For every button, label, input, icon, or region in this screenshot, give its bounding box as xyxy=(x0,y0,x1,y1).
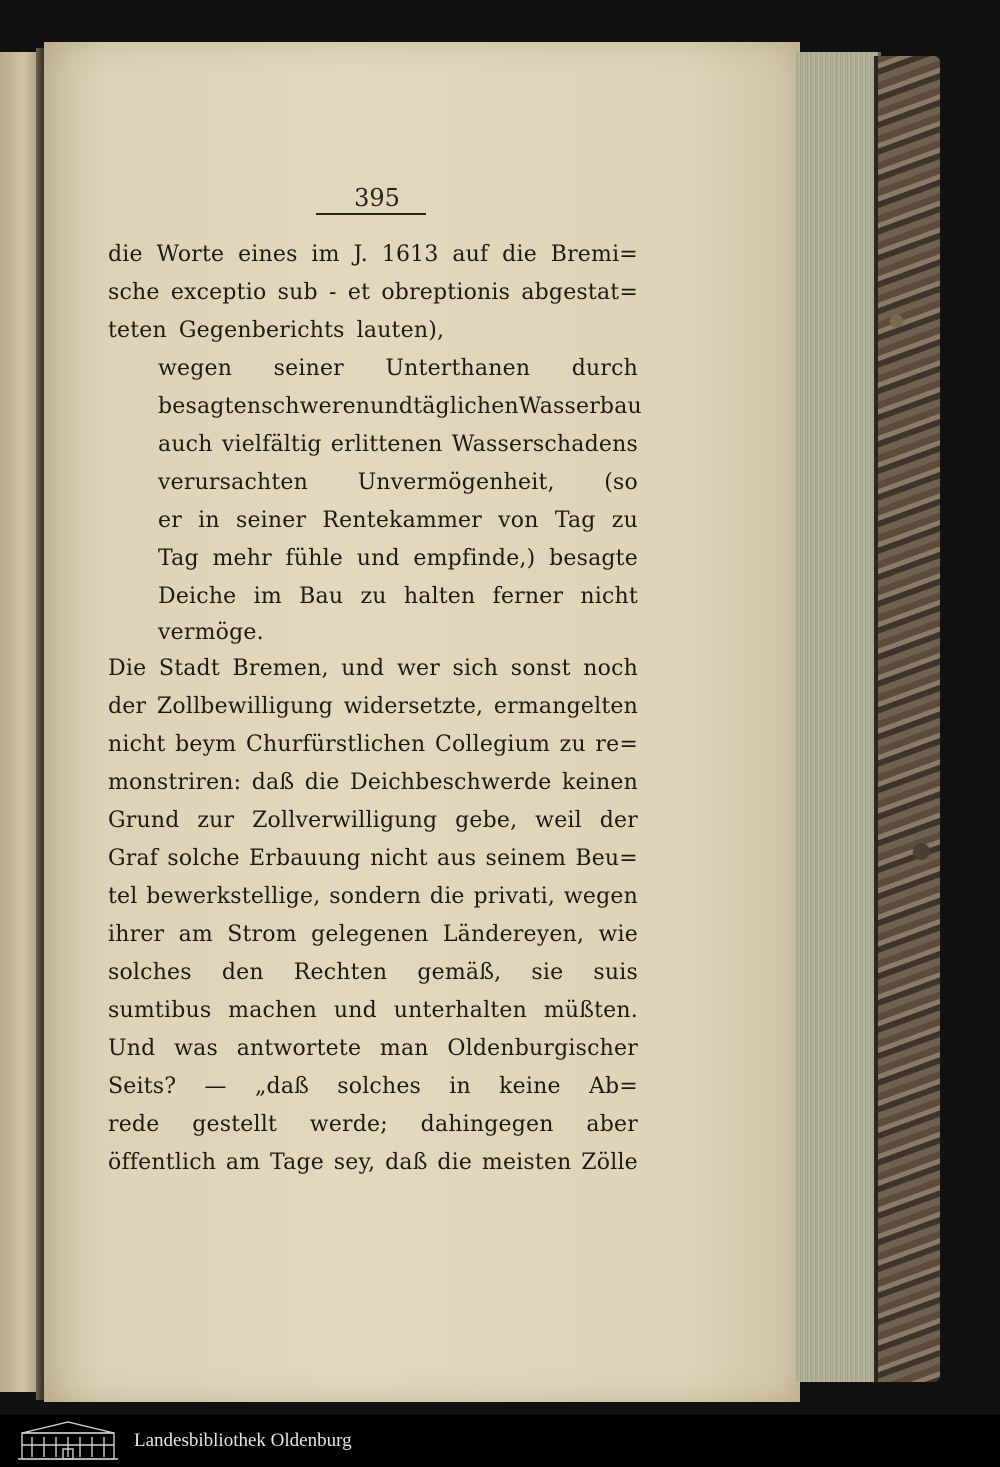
text-word: Zollverwilligung xyxy=(252,808,438,833)
text-word: vermöge. xyxy=(158,620,264,645)
text-word: öffentlich xyxy=(108,1150,217,1175)
text-word: wie xyxy=(598,922,638,947)
text-word: Rentekammer xyxy=(322,508,482,533)
text-line xyxy=(108,1112,638,1148)
text-word: sondern xyxy=(329,884,422,909)
text-line xyxy=(158,584,638,620)
text-word: weil xyxy=(535,808,582,833)
text-line xyxy=(158,470,638,506)
text-word: und xyxy=(333,998,377,1023)
text-word: Wasserschadens xyxy=(451,432,638,457)
text-word: (so xyxy=(604,470,638,495)
text-word: ihrer xyxy=(108,922,165,947)
text-word: schweren xyxy=(261,394,371,419)
text-word: dahingegen xyxy=(420,1112,554,1137)
text-word: und xyxy=(341,656,385,681)
text-word: gebe, xyxy=(455,808,518,833)
text-word: Bremen, xyxy=(232,656,329,681)
text-word: antwortete xyxy=(236,1036,362,1061)
text-word: Die xyxy=(108,656,147,681)
text-word: zu xyxy=(559,732,586,757)
text-word: sonst xyxy=(510,656,571,681)
text-word: vielfältig xyxy=(221,432,322,457)
text-word: suis xyxy=(593,960,638,985)
text-word: lauten), xyxy=(356,318,445,343)
text-word: mehr xyxy=(212,546,272,571)
text-line xyxy=(158,620,638,656)
text-word: eines xyxy=(238,242,298,267)
text-word: abgestat= xyxy=(521,280,638,305)
text-word: - xyxy=(329,280,337,305)
text-word: privati, xyxy=(473,884,556,909)
text-line xyxy=(108,1036,638,1072)
book-cover xyxy=(874,56,940,1382)
text-word: Oldenburgischer xyxy=(447,1036,638,1061)
text-word: am xyxy=(225,1150,261,1175)
text-word: täglichen xyxy=(413,394,519,419)
text-word: sie xyxy=(531,960,564,985)
text-word: Graf xyxy=(108,846,159,871)
text-line xyxy=(108,318,638,354)
text-word: seiner xyxy=(235,508,307,533)
text-word: Erbauung xyxy=(248,846,361,871)
text-word: meisten xyxy=(481,1150,572,1175)
text-line xyxy=(158,356,638,392)
text-word: Tag xyxy=(158,546,199,571)
text-word: gemäß, xyxy=(417,960,502,985)
text-word: Grund xyxy=(108,808,180,833)
text-word: et xyxy=(347,280,371,305)
text-word: solche xyxy=(167,846,240,871)
text-word: ferner xyxy=(492,584,564,609)
text-word: Rechten xyxy=(293,960,388,985)
text-word: monstriren: xyxy=(108,770,242,795)
page-number-rule xyxy=(316,213,426,215)
text-word: erlittenen xyxy=(330,432,443,457)
text-line xyxy=(158,394,642,430)
text-word: solches xyxy=(337,1074,422,1099)
text-word: sich xyxy=(452,656,499,681)
text-word: sub xyxy=(277,280,318,305)
text-word: am xyxy=(178,922,213,947)
text-word: keine xyxy=(499,1074,561,1099)
text-word: Seits? xyxy=(108,1074,177,1099)
page-edges xyxy=(796,52,881,1382)
text-word: Beu= xyxy=(575,846,638,871)
text-word: nicht xyxy=(370,846,428,871)
text-word: man xyxy=(379,1036,429,1061)
text-line xyxy=(158,508,638,544)
text-word: besagte xyxy=(549,546,638,571)
text-word: auch xyxy=(158,432,213,457)
text-word: die xyxy=(108,242,143,267)
text-word: von xyxy=(498,508,539,533)
text-word: aber xyxy=(586,1112,638,1137)
text-word: J. xyxy=(353,242,368,267)
text-word: auf xyxy=(452,242,489,267)
text-word: Tage xyxy=(270,1150,325,1175)
text-word: Strom xyxy=(227,922,297,947)
text-word: Zölle xyxy=(581,1150,638,1175)
text-word: sumtibus xyxy=(108,998,212,1023)
text-word: daß xyxy=(385,1150,428,1175)
text-word: bewerkstellige, xyxy=(146,884,321,909)
text-word: exceptio xyxy=(170,280,267,305)
text-word: solches xyxy=(108,960,192,985)
page-number: 395 xyxy=(354,184,400,212)
text-word: die xyxy=(304,770,340,795)
text-word: im xyxy=(311,242,340,267)
text-word: beym xyxy=(175,732,237,757)
text-word: seinem xyxy=(485,846,567,871)
text-word: verursachten xyxy=(158,470,308,495)
text-word: wer xyxy=(396,656,440,681)
text-word: Bremi= xyxy=(550,242,638,267)
text-line xyxy=(108,1074,638,1110)
text-word: durch xyxy=(571,356,638,381)
text-line xyxy=(108,280,638,316)
text-line xyxy=(108,242,638,278)
text-word: Ab= xyxy=(588,1074,638,1099)
text-word: re= xyxy=(595,732,638,757)
text-word: seiner xyxy=(273,356,344,381)
text-word: in xyxy=(449,1074,471,1099)
text-word: und xyxy=(370,394,414,419)
text-word: Collegium xyxy=(434,732,551,757)
text-word: keinen xyxy=(562,770,638,795)
text-word: zur xyxy=(197,808,235,833)
text-word: besagten xyxy=(158,394,262,419)
text-word: tel xyxy=(108,884,138,909)
text-word: die xyxy=(437,1150,473,1175)
text-word: „daß xyxy=(254,1074,310,1099)
text-line xyxy=(108,884,638,920)
text-word: er xyxy=(158,508,182,533)
text-word: — xyxy=(204,1074,227,1099)
text-word: noch xyxy=(583,656,638,681)
text-word: unterhalten xyxy=(393,998,527,1023)
text-word: widersetzte, xyxy=(343,694,484,719)
text-line xyxy=(108,846,638,882)
text-word: Stadt xyxy=(158,656,220,681)
text-word: aus xyxy=(437,846,477,871)
text-word: machen xyxy=(228,998,318,1023)
text-word: ermangelten xyxy=(493,694,638,719)
text-word: Worte xyxy=(156,242,225,267)
text-line xyxy=(158,432,638,468)
library-building-icon xyxy=(14,1419,122,1463)
text-word: die xyxy=(502,242,537,267)
text-line xyxy=(108,808,638,844)
text-word: Unterthanen xyxy=(385,356,531,381)
text-word: 1613 xyxy=(381,242,439,267)
text-word: Deiche xyxy=(158,584,237,609)
text-word: fühle xyxy=(285,546,344,571)
text-line xyxy=(108,998,638,1034)
text-word: Deichbeschwerde xyxy=(349,770,552,795)
text-word: Bau xyxy=(299,584,344,609)
previous-page-edge xyxy=(0,52,40,1392)
text-word: wegen xyxy=(158,356,233,381)
text-line xyxy=(108,922,638,958)
text-word: Unvermögenheit, xyxy=(357,470,555,495)
text-word: Tag xyxy=(554,508,596,533)
text-word: müßten. xyxy=(543,998,638,1023)
text-word: gestellt xyxy=(192,1112,278,1137)
text-word: obreptionis xyxy=(381,280,511,305)
text-line xyxy=(108,656,638,692)
text-word: Gegenberichts xyxy=(178,318,345,343)
text-word: empfinde,) xyxy=(413,546,536,571)
text-word: den xyxy=(221,960,264,985)
text-line xyxy=(108,960,638,996)
text-word: Und xyxy=(108,1036,156,1061)
text-word: daß xyxy=(251,770,295,795)
text-word: gelegenen xyxy=(311,922,429,947)
text-line xyxy=(108,732,638,768)
text-word: die xyxy=(429,884,465,909)
text-word: der xyxy=(599,808,638,833)
text-word: rede xyxy=(108,1112,160,1137)
text-word: was xyxy=(174,1036,218,1061)
text-word: Wasserbau xyxy=(518,394,642,419)
text-word: der xyxy=(108,694,147,719)
text-line xyxy=(108,694,638,730)
footer-bar xyxy=(0,1415,1000,1467)
text-word: teten xyxy=(108,318,167,343)
text-word: im xyxy=(253,584,282,609)
text-line xyxy=(108,770,638,806)
text-word: in xyxy=(198,508,220,533)
text-line xyxy=(108,1150,638,1186)
text-word: Zollbewilligung xyxy=(156,694,334,719)
text-word: zu xyxy=(611,508,638,533)
text-word: und xyxy=(356,546,400,571)
text-word: nicht xyxy=(108,732,166,757)
text-line xyxy=(158,546,638,582)
text-word: Churfürstlichen xyxy=(245,732,426,757)
text-word: Ländereyen, xyxy=(442,922,585,947)
text-word: wegen xyxy=(563,884,638,909)
text-word: werde; xyxy=(309,1112,388,1137)
library-name: Landesbibliothek Oldenburg xyxy=(134,1430,352,1451)
text-word: sey, xyxy=(333,1150,376,1175)
text-word: nicht xyxy=(580,584,638,609)
text-word: zu xyxy=(360,584,387,609)
text-word: halten xyxy=(403,584,476,609)
text-word: sche xyxy=(108,280,160,305)
